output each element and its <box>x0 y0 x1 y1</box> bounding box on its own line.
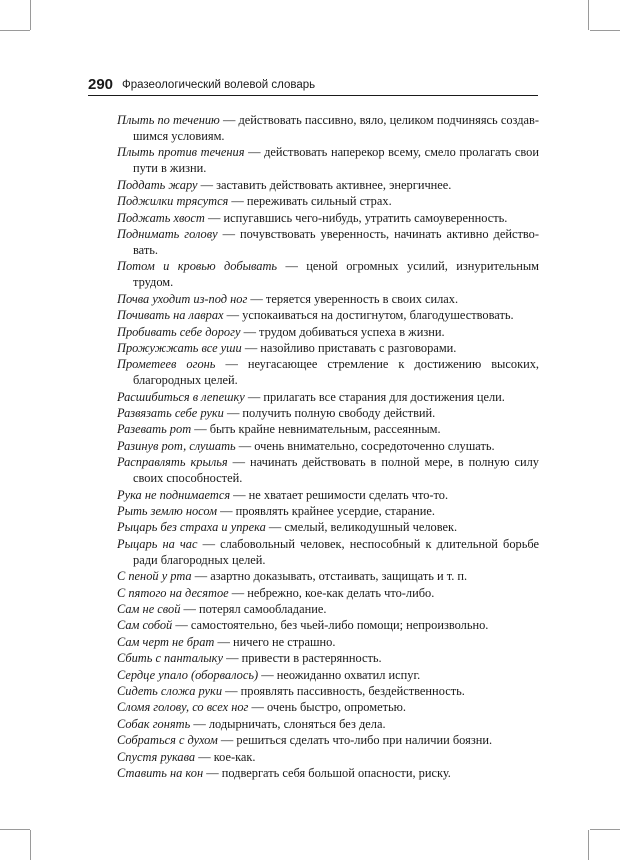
dictionary-entry <box>117 716 539 732</box>
running-title: Фразеологический волевой словарь <box>122 79 316 91</box>
dictionary-entry <box>117 405 539 421</box>
entry-definition: — переживать сильный страх. <box>228 194 392 209</box>
dictionary-entry <box>117 568 539 584</box>
entry-definition: — решиться сделать что-либо при наличии боязни. <box>217 733 493 748</box>
entry-term: Сам не свой <box>117 601 181 616</box>
dictionary-entry <box>117 617 539 633</box>
dictionary-entry <box>117 699 539 715</box>
crop-mark <box>588 830 589 860</box>
entry-definition: — заставить действовать активнее, энергичнее. <box>197 177 452 192</box>
dictionary-entry <box>117 634 539 650</box>
entry-definition: — неожиданно охватил испуг. <box>258 667 421 682</box>
dictionary-entry <box>117 324 539 340</box>
dictionary-entry <box>117 307 539 323</box>
dictionary-entry <box>117 732 539 748</box>
dictionary-entry <box>117 389 539 405</box>
entry-definition: — привести в растерянность. <box>222 651 382 666</box>
dictionary-entry <box>117 340 539 356</box>
entry-term: Спустя рукава <box>117 749 196 764</box>
crop-mark <box>30 0 31 30</box>
entry-definition: — почувствовать уверенность, начинать активно действовать. <box>133 226 539 257</box>
crop-mark <box>590 30 620 31</box>
dictionary-entry <box>117 487 539 503</box>
entry-definition: — потерял самообладание. <box>180 601 327 616</box>
crop-mark <box>590 829 620 830</box>
entry-definition: — азартно доказывать, отстаивать, защищать и т. п. <box>191 569 468 584</box>
entry-term: Поджилки трясутся <box>117 194 229 209</box>
entry-definition: — очень быстро, опрометью. <box>248 700 406 715</box>
entry-definition: — кое-как. <box>195 749 256 764</box>
entry-term: Почивать на лаврах <box>117 308 224 323</box>
entry-term: С пеной у рта <box>117 569 192 584</box>
header-rule <box>88 95 538 96</box>
entry-definition: — успокаиваться на достигнутом, благодушествовать. <box>223 308 514 323</box>
entry-term: Сломя голову, со всех ног <box>117 700 249 715</box>
entry-term: Расправлять крылья <box>117 455 228 470</box>
dictionary-entry <box>117 421 539 437</box>
entry-term: Разевать рот <box>117 422 192 437</box>
entry-definition: — испугавшись чего-нибудь, утратить самоуверенность. <box>204 210 508 225</box>
entry-term: Потом и кровью добывать <box>117 259 278 274</box>
entry-term: Поддать жару <box>117 177 198 192</box>
dictionary-entry <box>117 258 539 290</box>
entry-term: Сам собой <box>117 618 173 633</box>
dictionary-entry <box>117 112 539 144</box>
entry-term: С пятого на десятое <box>117 585 229 600</box>
dictionary-entry <box>117 667 539 683</box>
entry-definition: — подвергать себя большой опасности, риску. <box>203 765 451 780</box>
dictionary-entry <box>117 749 539 765</box>
entry-definition: — теряется уверенность в своих силах. <box>247 291 459 306</box>
entry-term: Сердце упало (оборвалось) <box>117 667 259 682</box>
entry-definition: — трудом добиваться успеха в жизни. <box>240 324 445 339</box>
entry-definition: — прилагать все старания для достижения цели. <box>244 389 505 404</box>
entry-definition: — смелый, великодушный человек. <box>265 520 458 535</box>
entry-definition: — самостоятельно, без чьей-либо помощи; непроизвольно. <box>172 618 489 633</box>
entry-definition: — проявлять крайнее усердие, старание. <box>216 504 435 519</box>
dictionary-entry <box>117 438 539 454</box>
dictionary-entry <box>117 650 539 666</box>
entry-definition: — ценой огромных усилий, изнурительным трудом. <box>133 259 540 290</box>
crop-mark <box>0 829 30 830</box>
dictionary-entry <box>117 210 539 226</box>
entry-definition: — действовать пассивно, вяло, целиком подчиняясь создавшимся условиям. <box>133 113 539 143</box>
entry-term: Сидеть сложа руки <box>117 683 223 698</box>
page-number: 290 <box>88 76 114 93</box>
entry-definition: — неугасающее стремление к достижению высоких, благородных целей. <box>133 357 540 388</box>
crop-mark <box>30 830 31 860</box>
entry-term: Рыцарь без страха и упрека <box>117 520 266 535</box>
entry-term: Почва уходит из-под ног <box>117 291 248 306</box>
entry-definition: — очень внимательно, сосредоточенно слушать. <box>235 438 495 453</box>
dictionary-entry <box>117 193 539 209</box>
dictionary-entry <box>117 226 539 258</box>
entry-term: Рука не поднимается <box>117 487 231 502</box>
crop-mark <box>588 0 589 30</box>
entry-term: Сбить с панталыку <box>117 651 223 666</box>
dictionary-entry <box>117 765 539 781</box>
dictionary-entry <box>117 683 539 699</box>
dictionary-entry <box>117 177 539 193</box>
entry-term: Ставить на кон <box>117 765 204 780</box>
dictionary-entry <box>117 503 539 519</box>
entry-term: Прожужжать все уши <box>117 340 242 355</box>
entry-definition: — быть крайне невнимательным, рассеянным. <box>191 422 441 437</box>
dictionary-entry <box>117 536 539 568</box>
entry-term: Собак гонять <box>117 716 191 731</box>
entry-definition: — лодырничать, слоняться без дела. <box>190 716 386 731</box>
entry-term: Поджать хвост <box>117 210 205 225</box>
entry-definition: — получить полную свободу действий. <box>223 406 436 421</box>
entry-definition: — ничего не страшно. <box>214 634 336 649</box>
entry-definition: — начинать действовать в полной мере, в полную силу своих способностей. <box>133 455 539 486</box>
entry-term: Рыть землю носом <box>117 504 217 519</box>
entry-definition: — действовать наперекор всему, смело пролагать свои пути в жизни. <box>133 145 539 176</box>
entry-term: Плыть по течению <box>117 113 220 127</box>
entry-term: Пробивать себе дорогу <box>117 324 241 339</box>
crop-mark <box>0 30 30 31</box>
entry-definition: — небрежно, кое-как делать что-либо. <box>228 585 435 600</box>
entry-definition: — проявлять пассивность, бездейственность. <box>222 683 465 698</box>
entry-term: Сам черт не брат <box>117 634 215 649</box>
page-header <box>88 76 538 94</box>
entry-definition: — не хватает решимости сделать что-то. <box>230 487 449 502</box>
entry-definition: — слабовольный человек, неспособный к длительной борьбе ради благородных целей. <box>133 536 540 567</box>
entry-term: Собраться с духом <box>117 733 218 748</box>
entry-term: Разинув рот, слушать <box>117 438 236 453</box>
dictionary-entries <box>117 112 539 781</box>
entry-term: Поднимать голову <box>117 226 218 241</box>
dictionary-entry <box>117 356 539 388</box>
dictionary-entry <box>117 291 539 307</box>
entry-term: Плыть против течения <box>117 145 245 160</box>
dictionary-entry <box>117 601 539 617</box>
entry-term: Расшибиться в лепешку <box>117 389 245 404</box>
dictionary-entry <box>117 519 539 535</box>
dictionary-entry <box>117 144 539 176</box>
entry-term: Рыцарь на час <box>117 536 198 551</box>
entry-term: Прометеев огонь <box>117 357 216 372</box>
entry-definition: — назойливо приставать с разговорами. <box>241 340 457 355</box>
dictionary-entry <box>117 585 539 601</box>
entry-term: Развязать себе руки <box>117 406 224 421</box>
dictionary-entry <box>117 454 539 486</box>
